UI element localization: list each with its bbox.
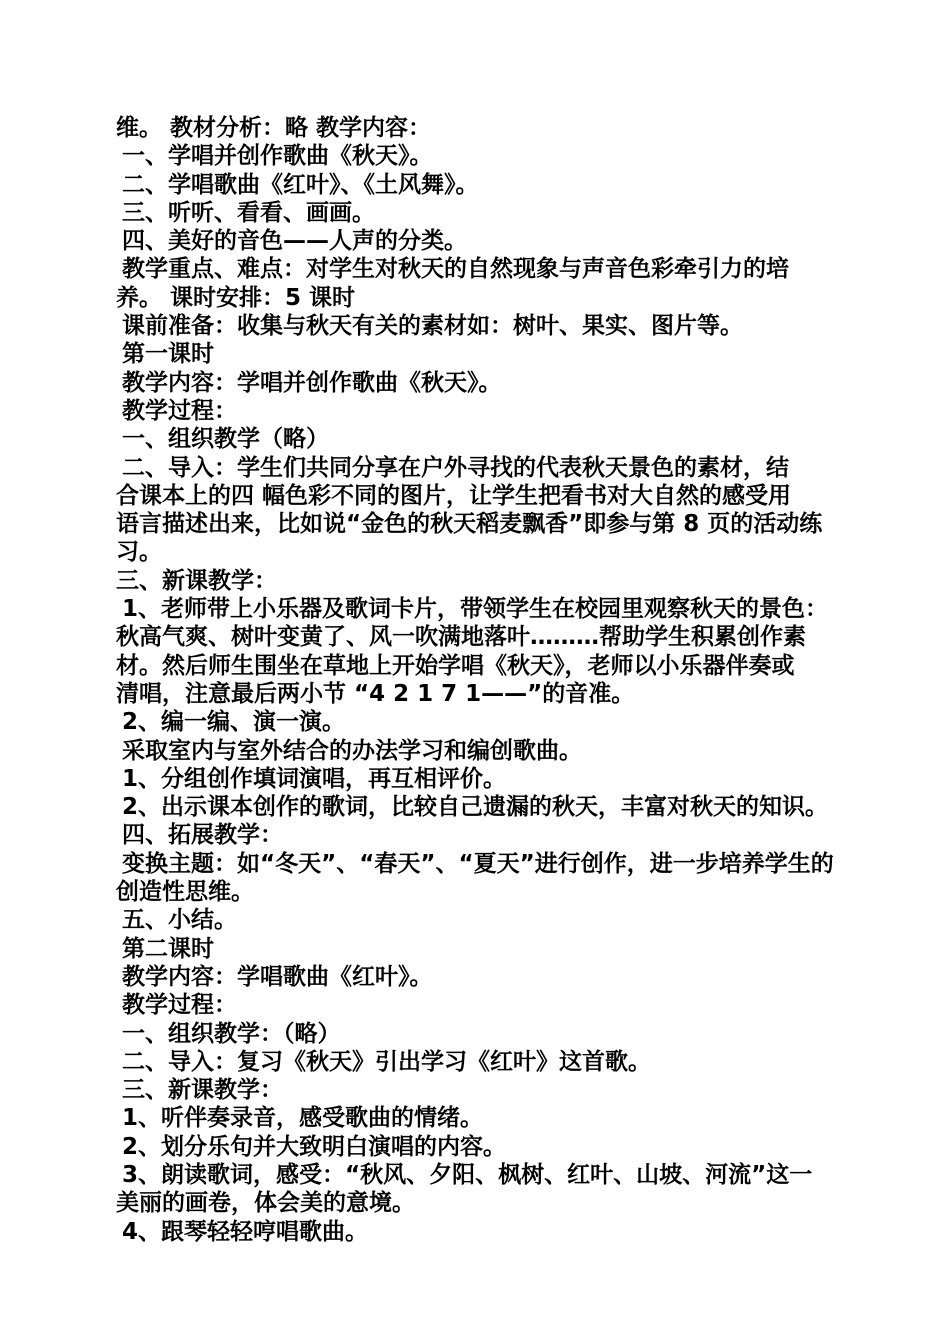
text-line: 材。然后师生围坐在草地上开始学唱《秋天》，老师以小乐器伴奏或 <box>116 652 795 679</box>
text-line: 1、听伴奏录音，感受歌曲的情绪。 <box>122 1105 484 1132</box>
text-line: 语言描述出来，比如说“金色的秋天稻麦飘香”即参与第 8 页的活动练 <box>116 511 823 538</box>
text-line: 美丽的画卷，体会美的意境。 <box>116 1190 415 1217</box>
text-line: 2、划分乐句并大致明白演唱的内容。 <box>122 1133 507 1160</box>
text-line: 五、小结。 <box>122 907 237 934</box>
section-heading: 第二课时 <box>122 935 214 962</box>
text-line: 二、导入：学生们共同分享在户外寻找的代表秋天景色的素材，结 <box>122 454 789 481</box>
text-line: 课前准备：收集与秋天有关的素材如：树叶、果实、图片等。 <box>122 313 743 340</box>
text-line: 二、导入：复习《秋天》引出学习《红叶》这首歌。 <box>122 1048 651 1075</box>
text-line: 3、朗读歌词，感受：“秋风、夕阳、枫树、红叶、山坡、河流”这一 <box>122 1161 813 1188</box>
text-line: 四、拓展教学： <box>122 822 283 849</box>
text-line: 秋高气爽、树叶变黄了、风一吹满地落叶………帮助学生积累创作素 <box>116 624 806 651</box>
text-line: 三、听听、看看、画画。 <box>122 199 375 226</box>
text-line: 维。 教材分析：略 教学内容： <box>116 115 432 141</box>
text-line: 三、新课教学： <box>116 567 277 594</box>
text-line: 教学内容：学唱并创作歌曲《秋天》。 <box>122 369 502 396</box>
text-line: 习。 <box>116 539 162 566</box>
section-heading: 第一课时 <box>122 341 214 368</box>
document-body <box>116 114 846 1246</box>
text-line: 一、组织教学（略） <box>122 426 329 453</box>
text-line: 四、美好的音色——人声的分类。 <box>122 228 467 255</box>
text-line: 教学过程： <box>122 992 237 1019</box>
text-line: 养。 课时安排：5 课时 <box>116 284 356 311</box>
text-line: 变换主题：如“冬天”、“春天”、“夏天”进行创作，进一步培养学生的 <box>122 850 834 877</box>
text-line: 合课本上的四 幅色彩不同的图片，让学生把看书对大自然的感受用 <box>116 482 792 509</box>
text-line: 2、编一编、演一演。 <box>122 709 346 736</box>
text-line: 1、老师带上小乐器及歌词卡片，带领学生在校园里观察秋天的景色： <box>122 596 829 623</box>
text-line: 一、学唱并创作歌曲《秋天》。 <box>122 143 433 170</box>
text-line: 4、跟琴轻轻哼唱歌曲。 <box>122 1218 369 1245</box>
text-line: 教学内容：学唱歌曲《红叶》。 <box>122 963 433 990</box>
text-line: 清唱，注意最后两小节 “4 2 1 7 1——”的音准。 <box>116 680 635 707</box>
text-line: 创造性思维。 <box>116 879 254 906</box>
text-line: 一、组织教学：（略） <box>122 1020 341 1047</box>
text-line: 教学重点、难点：对学生对秋天的自然现象与声音色彩牵引力的培 <box>122 256 789 283</box>
text-line: 三、新课教学： <box>122 1077 283 1104</box>
text-line: 2、出示课本创作的歌词，比较自己遗漏的秋天，丰富对秋天的知识。 <box>122 794 829 821</box>
text-line: 采取室内与室外结合的办法学习和编创歌曲。 <box>122 737 582 764</box>
text-line: 教学过程： <box>122 397 237 424</box>
text-line: 二、学唱歌曲《红叶》、《土风舞》。 <box>122 171 479 198</box>
text-line: 1、分组创作填词演唱，再互相评价。 <box>122 765 507 792</box>
